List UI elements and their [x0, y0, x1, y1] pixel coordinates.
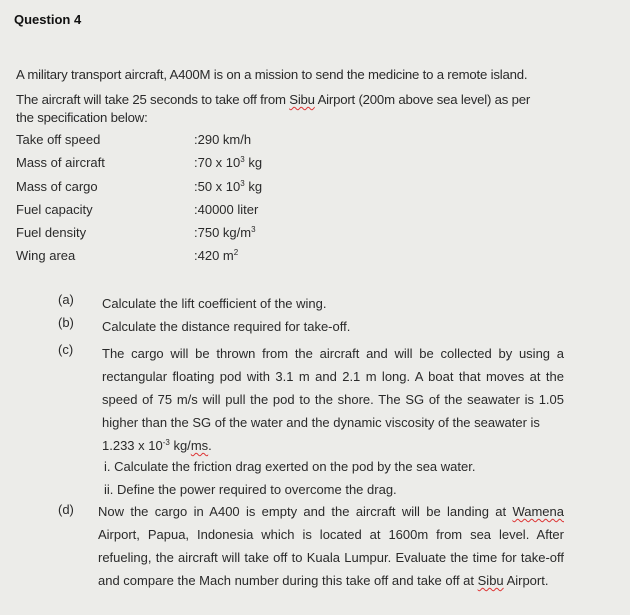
spec-exponent: 3 [251, 225, 256, 234]
spec-value [194, 225, 256, 240]
spec-label: Fuel density [16, 225, 87, 240]
part-text-body: Airport. [503, 573, 549, 588]
part-text: Calculate the lift coefficient of the wing. [102, 296, 327, 311]
part-text-body: The cargo will be thrown from the aircraft and will be collected by using a rectangular floating pod with 3.1 m and 2.1 m long. A boat that moves at the speed of 75 m/s will pull the pod to the shore. The SG of the seawater is 1.05 higher than the SG of the water and the dynamic viscosity of the seawater is [102, 346, 564, 430]
spellcheck-word: ms [190, 438, 209, 453]
spec-label: Wing area [16, 248, 76, 263]
intro-text: Airport (200m above sea level) as per [314, 92, 531, 107]
spellcheck-word: Wamena [512, 504, 564, 519]
spec-value [194, 155, 262, 170]
spec-value-text: :420 m [194, 248, 234, 263]
intro-line-3: the specification below: [16, 110, 148, 125]
spec-unit: kg [244, 155, 263, 170]
part-label: (c) [58, 342, 74, 357]
part-text-body: Now the cargo in A400 is empty and the aircraft will be landing at [98, 504, 513, 519]
spellcheck-word: Sibu [477, 573, 504, 588]
spec-label: Mass of cargo [16, 179, 98, 194]
spec-row [16, 202, 259, 217]
viscosity-end: . [208, 438, 212, 453]
part-text: Calculate the distance required for take-off. [102, 319, 351, 334]
spec-exponent: 3 [240, 155, 245, 164]
spec-row [16, 248, 239, 263]
spec-value [194, 179, 262, 194]
spec-exponent: 3 [240, 179, 245, 188]
spec-value [194, 248, 238, 263]
sub-question-i: i. Calculate the friction drag exerted on the pod by the sea water. [104, 459, 476, 474]
spec-row [16, 225, 256, 240]
spec-label: Take off speed [16, 132, 101, 147]
part-label: (a) [58, 292, 74, 307]
spec-unit: kg [244, 179, 263, 194]
spec-row [16, 132, 252, 147]
spec-value-text: :50 x 10 [194, 179, 241, 194]
spec-value [194, 132, 251, 147]
intro-line-1: A military transport aircraft, A400M is on a mission to send the medicine to a remote island. [16, 67, 528, 82]
spec-row [16, 155, 263, 170]
spec-label: Fuel capacity [16, 202, 93, 217]
part-label: (b) [58, 315, 74, 330]
spec-value [194, 202, 258, 217]
viscosity-value: 1.233 x 10 [102, 438, 163, 453]
spec-row [16, 179, 263, 194]
intro-text: The aircraft will take 25 seconds to take off from [16, 92, 290, 107]
spellcheck-word: Sibu [289, 92, 315, 107]
part-text-body: Airport, Papua, Indonesia which is located at 1600m from sea level. After refueling, the aircraft will take off to Kuala Lumpur. Evaluate the time for take-off and compare the Mach number during this take off and take off at [98, 527, 564, 588]
intro-line-2 [16, 92, 530, 107]
sub-question-ii: ii. Define the power required to overcome the drag. [104, 482, 397, 497]
part-text [102, 342, 564, 457]
viscosity-unit: kg/ [169, 438, 191, 453]
spec-value-text: :40000 liter [194, 202, 259, 217]
spec-exponent: 2 [233, 248, 239, 257]
viscosity-exponent: -3 [162, 438, 170, 447]
spec-value-text: :70 x 10 [194, 155, 241, 170]
spec-value-text: :290 km/h [194, 132, 252, 147]
part-text [98, 500, 564, 592]
spec-value-text: :750 kg/m [194, 225, 252, 240]
part-label: (d) [58, 502, 74, 517]
question-title: Question 4 [14, 12, 82, 27]
spec-label: Mass of aircraft [16, 155, 105, 170]
